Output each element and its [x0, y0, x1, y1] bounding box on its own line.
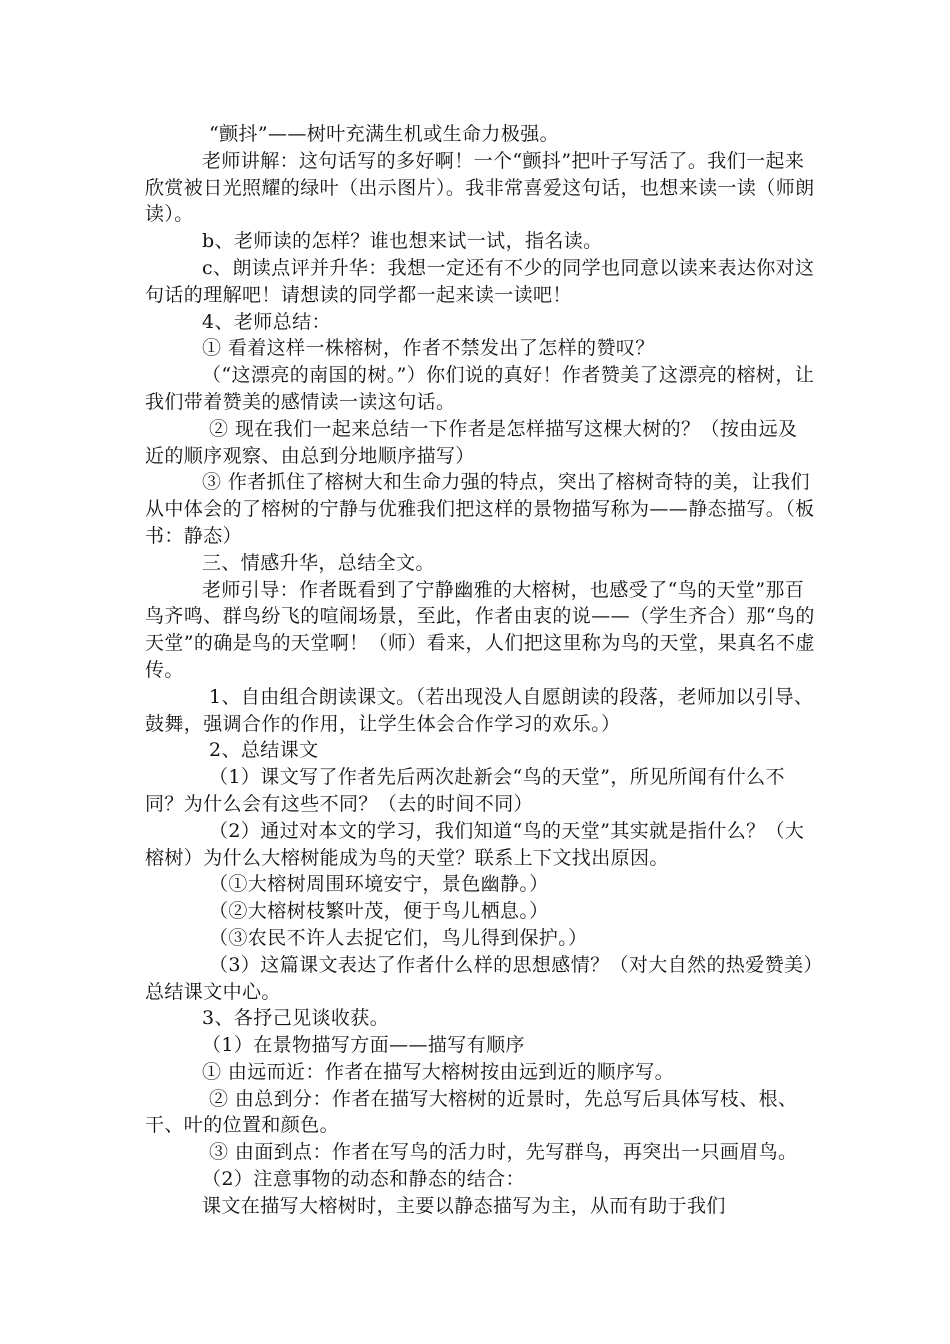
paragraph: （②大榕树枝繁叶茂，便于鸟儿栖息。） — [209, 900, 549, 923]
paragraph: 3、各抒己见谈收获。 — [202, 1007, 390, 1030]
paragraph: （①大榕树周围环境安宁，景色幽静。） — [209, 873, 549, 896]
paragraph: 1、自由组合朗读课文。（若出现没人自愿朗读的段落，老师加以引导、鼓舞，强调合作的作用，让学生体会合作学习的欢乐。） — [145, 685, 814, 735]
paragraph: （3）这篇课文表达了作者什么样的思想感情？（对大自然的热爱赞美）总结课文中心。 — [145, 953, 814, 1003]
paragraph: ① 看着这样一株榕树，作者不禁发出了怎样的赞叹？ — [202, 337, 655, 360]
paragraph: 课文在描写大榕树时，主要以静态描写为主，从而有助于我们 — [202, 1194, 726, 1217]
paragraph: （1）在景物描写方面——描写有顺序 — [202, 1034, 525, 1057]
paragraph: （“这漂亮的南国的树。”）你们说的真好！作者赞美了这漂亮的榕树，让我们带着赞美的感情读一读这句话。 — [145, 364, 815, 413]
paragraph: ① 由远而近：作者在描写大榕树按由远到近的顺序写。 — [202, 1060, 675, 1083]
paragraph: ③ 作者抓住了榕树大和生命力强的特点，突出了榕树奇特的美，让我们从中体会的了榕树的宁静与优雅我们把这样的景物描写称为——静态描写。（板书：静态） — [145, 471, 815, 547]
paragraph: 4、老师总结： — [202, 310, 331, 333]
document-body — [145, 121, 815, 1220]
paragraph: （2）注意事物的动态和静态的结合： — [202, 1168, 525, 1191]
paragraph: 老师讲解：这句话写的多好啊！一个“颤抖”把叶子写活了。我们一起来欣赏被日光照耀的绿叶（出示图片）。我非常喜爱这句话，也想来读一读（师朗读）。 — [145, 149, 815, 226]
paragraph: ② 由总到分：作者在描写大榕树的近景时，先总写后具体写枝、根、干、叶的位置和颜色。 — [145, 1087, 798, 1137]
paragraph: “颤抖”——树叶充满生机或生命力极强。 — [209, 123, 560, 145]
paragraph: （1）课文写了作者先后两次赴新会“鸟的天堂”，所见所闻有什么不同？为什么会有这些不同？（去的时间不同） — [145, 766, 785, 815]
paragraph: （③农民不许人去捉它们，鸟儿得到保护。） — [209, 926, 588, 949]
paragraph: 老师引导：作者既看到了宁静幽雅的大榕树，也感受了“鸟的天堂”那百鸟齐鸣、群鸟纷飞的喧闹场景，至此，作者由衷的说——（学生齐合）那“鸟的天堂”的确是鸟的天堂啊！（师）看来，人们把这里称为鸟的天堂，果真名不虚传。 — [145, 578, 815, 681]
paragraph: ② 现在我们一起来总结一下作者是怎样描写这棵大树的？（按由远及近的顺序观察、由总到分地顺序描写） — [145, 417, 798, 467]
paragraph: b、老师读的怎样？谁也想来试一试，指名读。 — [202, 230, 603, 253]
paragraph: ③ 由面到点：作者在写鸟的活力时，先写群鸟，再突出一只画眉鸟。 — [209, 1141, 798, 1164]
paragraph: （2）通过对本文的学习，我们知道“鸟的天堂”其实就是指什么？（大榕树）为什么大榕树能成为鸟的天堂？联系上下文找出原因。 — [145, 819, 805, 869]
paragraph: 2、总结课文 — [209, 739, 319, 762]
paragraph: 三、情感升华，总结全文。 — [202, 551, 435, 574]
paragraph: c、朗读点评并升华：我想一定还有不少的同学也同意以读来表达你对这句话的理解吧！请想读的同学都一起来读一读吧！ — [145, 256, 815, 306]
